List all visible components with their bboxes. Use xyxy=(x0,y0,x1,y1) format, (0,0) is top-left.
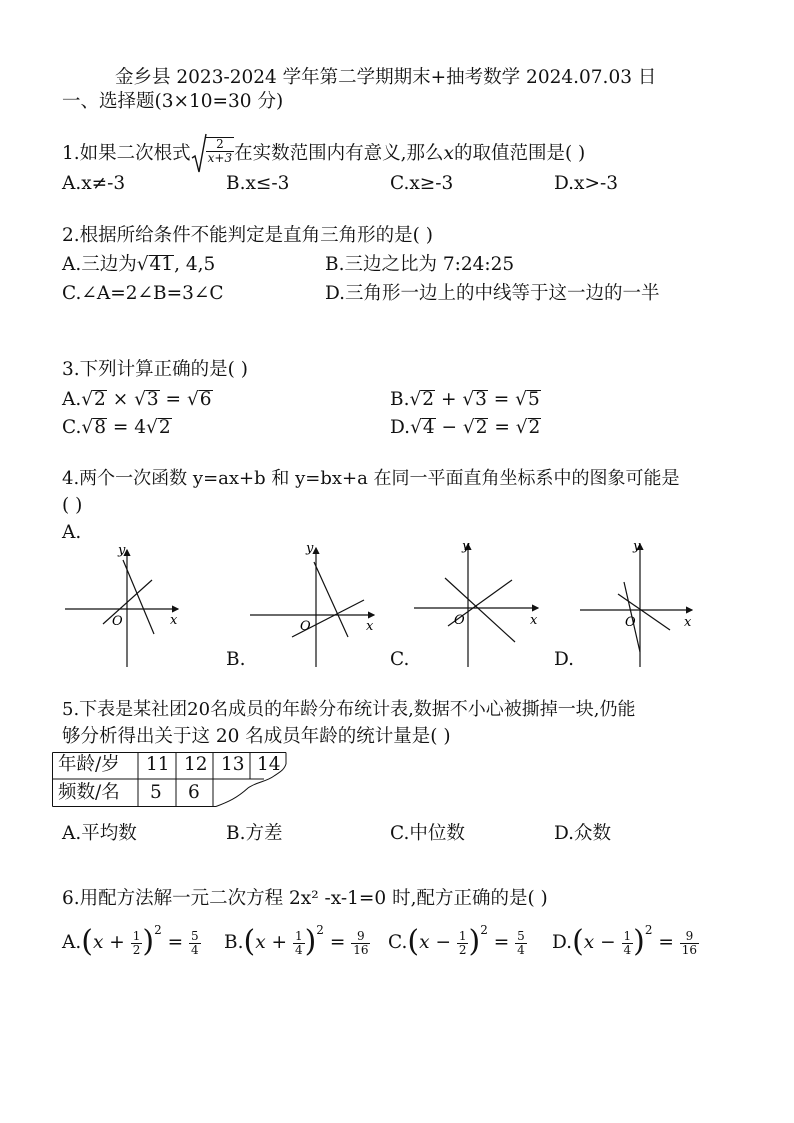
radical-sign-icon xyxy=(191,132,207,176)
q6-a-rhs-num: 5 xyxy=(190,928,199,943)
q4-option-b-label[interactable]: B. xyxy=(226,649,246,670)
q6-c-frac-num: 1 xyxy=(458,928,467,943)
q1-option-d[interactable]: D.x>-3 xyxy=(554,173,619,194)
x-label: x xyxy=(530,613,538,628)
radical-sign-icon: √ xyxy=(81,389,94,410)
q3-c-eq: = 4 xyxy=(106,417,147,438)
q2-option-b[interactable]: B.三边之比为 7:24:25 xyxy=(325,254,515,275)
q6-b-label: B. xyxy=(224,932,244,953)
table-header-age: 年龄/岁 xyxy=(58,754,120,775)
q2-a-radical xyxy=(137,253,174,277)
line-1 xyxy=(314,562,348,637)
page-title: 金乡县 2023-2024 学年第二学期期末+抽考数学 2024.07.03 日 xyxy=(115,67,657,88)
radical-sign-icon: √ xyxy=(462,417,475,438)
q3-a-op: × xyxy=(106,389,135,410)
q3-d-label: D. xyxy=(390,417,411,438)
q2-option-d[interactable]: D.三角形一边上的中线等于这一边的一半 xyxy=(325,283,660,304)
q6-c-label: C. xyxy=(388,932,408,953)
q6-a-frac-den: 2 xyxy=(132,942,141,957)
q6-d-sign: − xyxy=(600,932,616,953)
y-label: y xyxy=(118,543,126,558)
radical-sign-icon: √ xyxy=(410,417,422,438)
question-5-stem-line-1: 5.下表是某社团20名成员的年龄分布统计表,数据不小心被撕掉一块,仍能 xyxy=(62,699,636,720)
q1-option-b[interactable]: B.x≤-3 xyxy=(226,173,290,194)
q6-d-rhs-den: 16 xyxy=(681,942,698,957)
q1-post-text-2: 的取值范围是( ) xyxy=(453,143,586,164)
q3-b-label: B. xyxy=(390,389,410,410)
q3-c-r3: 2 xyxy=(158,417,171,438)
question-1-stem xyxy=(62,132,585,176)
q3-a-r3: 6 xyxy=(199,389,212,410)
radical-sign-icon: √ xyxy=(186,389,199,410)
q2-option-a[interactable] xyxy=(62,253,215,277)
question-6-stem: 6.用配方法解一元二次方程 2x² -x-1=0 时,配方正确的是( ) xyxy=(62,888,548,909)
table-age-11: 11 xyxy=(146,754,170,775)
radical-sign-icon: √ xyxy=(136,254,149,275)
q3-c-label: C. xyxy=(62,417,82,438)
q6-c-rhs-den: 4 xyxy=(517,942,525,957)
q1-option-c[interactable]: C.x≥-3 xyxy=(390,173,454,194)
radical-sign-icon: √ xyxy=(515,417,528,438)
q6-d-frac-num: 1 xyxy=(623,928,632,943)
q4-option-a-label[interactable]: A. xyxy=(62,522,82,543)
q6-b-sign: + xyxy=(271,932,288,953)
q6-d-label: D. xyxy=(552,932,573,953)
left-paren-icon: ( xyxy=(81,924,93,959)
q5-option-d[interactable]: D.众数 xyxy=(554,823,612,844)
q6-option-c[interactable]: C.(x − $\frac{1}{2}$ )$^2$ = $\frac{5}{4}$ xyxy=(388,923,525,959)
radical-sign-icon: √ xyxy=(134,389,146,410)
q6-d-rhs-num: 9 xyxy=(680,930,699,944)
right-paren-icon: ) xyxy=(468,924,481,959)
q6-b-frac-num: 1 xyxy=(294,928,303,943)
question-2-stem: 2.根据所给条件不能判定是直角三角形的是( ) xyxy=(62,225,433,246)
q3-b-eq: = xyxy=(487,389,516,410)
q1-pre-text: 1.如果二次根式 xyxy=(62,143,191,164)
q2-a-pre: A.三边为 xyxy=(62,254,137,275)
q6-a-frac-num: 1 xyxy=(132,928,141,943)
q3-a-r1: 2 xyxy=(94,389,106,410)
frequency-table xyxy=(52,752,292,812)
q4-option-c-label[interactable]: C. xyxy=(390,649,410,670)
q5-option-a[interactable]: A.平均数 xyxy=(62,823,137,844)
radical-sign-icon: √ xyxy=(462,389,475,410)
question-4-paren: ( ) xyxy=(62,495,83,516)
table-age-13: 13 xyxy=(221,754,245,775)
q1-radical xyxy=(191,132,234,176)
line-1 xyxy=(445,578,515,642)
q6-b-rhs-num: 9 xyxy=(351,930,370,944)
q3-b-r1: 2 xyxy=(422,389,435,410)
q3-option-b[interactable] xyxy=(390,388,541,412)
radical-sign-icon: √ xyxy=(515,389,527,410)
q6-b-rhs-den: 16 xyxy=(353,942,369,957)
radical-sign-icon: √ xyxy=(146,417,158,438)
question-5-stem-line-2: 够分析得出关于这 20 名成员年龄的统计量是( ) xyxy=(62,726,451,747)
q3-option-c[interactable] xyxy=(62,416,172,440)
q3-a-r2: 3 xyxy=(146,389,159,410)
q3-d-r2: 2 xyxy=(475,417,488,438)
graph-d[interactable] xyxy=(580,542,692,667)
q3-a-label: A. xyxy=(62,389,82,410)
q6-a-rhs-den: 4 xyxy=(190,942,199,957)
q6-d-frac-den: 4 xyxy=(623,942,632,957)
left-paren-icon: ( xyxy=(572,924,584,959)
q3-option-d[interactable] xyxy=(390,416,541,440)
table-freq-12: 6 xyxy=(188,782,200,803)
left-paren-icon: ( xyxy=(243,924,256,959)
y-label: y xyxy=(306,542,314,556)
q6-c-frac-den: 2 xyxy=(458,942,467,957)
q6-a-sign: + xyxy=(109,932,125,953)
graph-b[interactable] xyxy=(250,542,374,667)
q5-option-c[interactable]: C.中位数 xyxy=(390,823,465,844)
q3-c-r1: 8 xyxy=(94,417,106,438)
x-label: x xyxy=(684,615,692,630)
q3-a-eq: = xyxy=(159,389,187,410)
graph-a[interactable] xyxy=(65,543,178,667)
q3-b-op: + xyxy=(435,389,463,410)
table-age-14: 14 xyxy=(257,754,281,775)
q6-c-sign: − xyxy=(435,932,451,953)
x-label: x xyxy=(366,619,374,634)
q6-a-label: A. xyxy=(62,932,82,953)
q1-post-text: 在实数范围内有意义,那么 xyxy=(234,143,444,164)
table-freq-11: 5 xyxy=(150,782,162,803)
q3-d-r1: 4 xyxy=(422,417,435,438)
right-paren-icon: ) xyxy=(142,924,155,959)
q2-a-post: , 4,5 xyxy=(174,254,216,275)
q6-option-b[interactable]: B.(x + $\frac{1}{4}$ )$^2$ = $\frac{9}{16}$ xyxy=(224,923,369,959)
q1-rad-den: x+3 xyxy=(207,151,233,165)
y-label: y xyxy=(633,542,641,554)
table-age-12: 12 xyxy=(184,754,208,775)
table-header-frequency: 频数/名 xyxy=(58,782,120,803)
q5-option-b[interactable]: B.方差 xyxy=(226,823,283,844)
question-3-stem: 3.下列计算正确的是( ) xyxy=(62,359,248,380)
radical-sign-icon: √ xyxy=(81,417,94,438)
q3-d-eq: = xyxy=(488,417,516,438)
q2-option-c[interactable]: C.∠A=2∠B=3∠C xyxy=(62,283,224,304)
radical-sign-icon: √ xyxy=(409,389,422,410)
origin-label: O xyxy=(112,614,123,629)
q2-a-radicand: 41 xyxy=(149,254,174,275)
q1-var: x xyxy=(443,143,454,164)
graph-c[interactable] xyxy=(414,542,538,667)
q3-b-r2: 3 xyxy=(475,389,487,410)
section-heading: 一、选择题(3×10=30 分) xyxy=(62,91,284,112)
q3-d-op: − xyxy=(435,417,463,438)
x-label: x xyxy=(170,613,178,628)
q3-b-r3: 5 xyxy=(527,389,540,410)
q1-rad-num: 2 xyxy=(206,138,234,152)
line-2 xyxy=(123,560,154,634)
origin-label: O xyxy=(300,619,311,634)
q4-option-d-label[interactable]: D. xyxy=(554,649,575,670)
right-paren-icon: ) xyxy=(304,924,317,959)
origin-label: O xyxy=(625,615,636,630)
y-label: y xyxy=(462,542,470,554)
right-paren-icon: ) xyxy=(633,924,645,959)
q6-option-d[interactable]: D.(x − $\frac{1}{4}$ )$^2$ = $\frac{9}{16}$ xyxy=(552,923,698,959)
q3-d-r3: 2 xyxy=(528,417,541,438)
origin-label: O xyxy=(454,613,465,628)
q3-option-a[interactable] xyxy=(62,388,213,412)
q6-option-a[interactable]: A.(x + $\frac{1}{2}$ )$^2$ = $\frac{5}{4}$ xyxy=(62,923,199,959)
q6-b-frac-den: 4 xyxy=(294,942,303,957)
q1-option-a[interactable]: A.x≠-3 xyxy=(62,173,126,194)
q6-c-rhs-num: 5 xyxy=(517,928,525,943)
left-paren-icon: ( xyxy=(407,924,420,959)
question-4-stem: 4.两个一次函数 y=ax+b 和 y=bx+a 在同一平面直角坐标系中的图象可能是 xyxy=(62,468,680,489)
